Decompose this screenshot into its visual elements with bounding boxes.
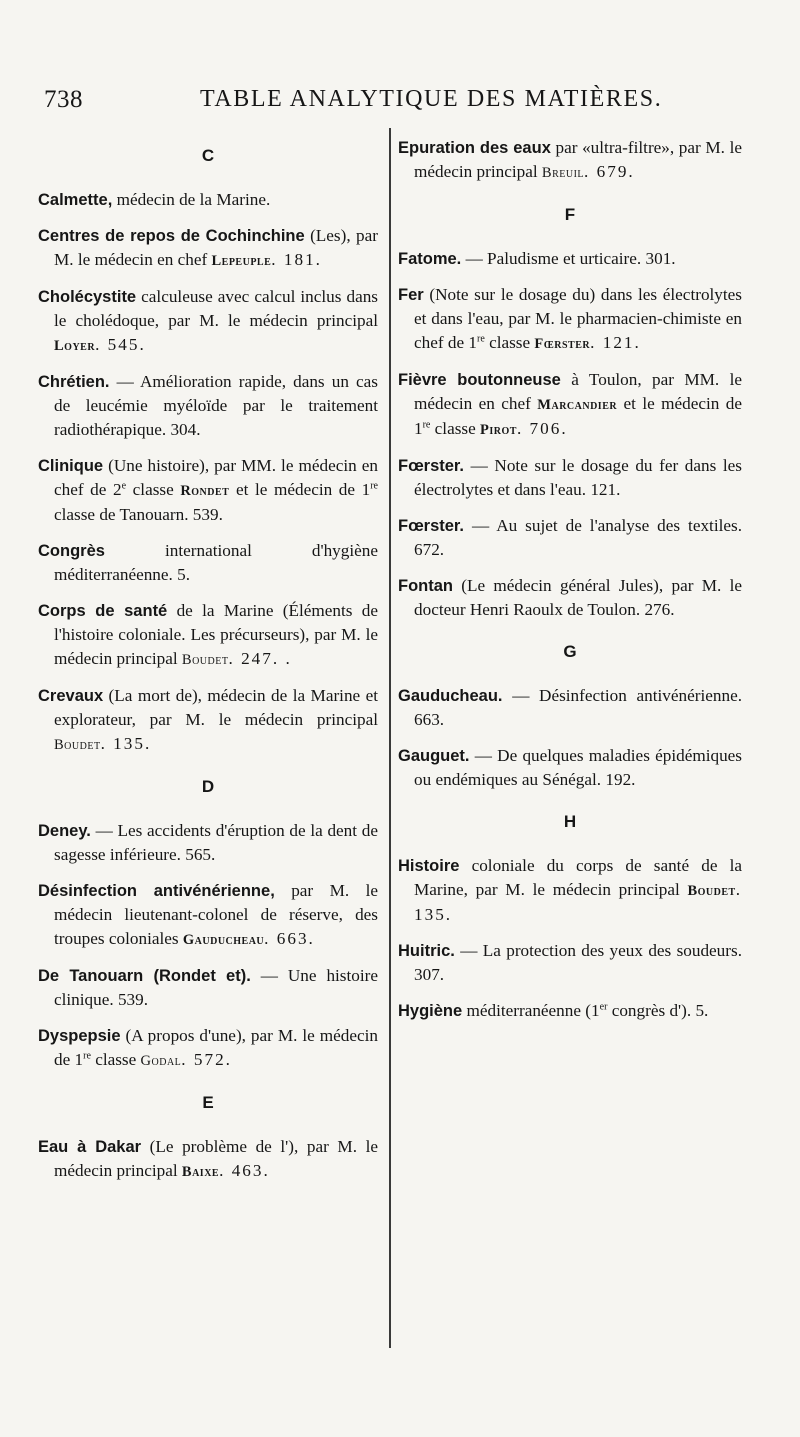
index-entry-congres: [38, 539, 378, 587]
entry-text: médecin de la Marine.: [112, 190, 271, 209]
entry-page: . 463.: [219, 1161, 270, 1180]
entry-author: Loyer: [54, 338, 96, 354]
index-entry-chretien: [38, 370, 378, 442]
entry-author: Fœrster: [534, 336, 591, 352]
index-entry-corps-de-sante: [38, 599, 378, 672]
entry-text: coloniale du corps de santé de la Marine, par M. le médecin principal: [414, 856, 742, 899]
index-entry-dyspepsie: [38, 1024, 378, 1073]
entry-headword: Chrétien.: [38, 373, 110, 391]
index-entry-de-tanouarn: [38, 964, 378, 1012]
running-title: TABLE ANALYTIQUE DES MATIÈRES.: [200, 86, 663, 112]
index-entry-gauguet: [398, 744, 742, 792]
entry-author: Pirot: [480, 422, 517, 438]
ordinal-sup: er: [599, 1001, 608, 1013]
entry-text: et le médecin de 1: [229, 480, 371, 499]
entry-text: (A propos d'une), par M. le médecin de 1: [54, 1026, 378, 1069]
entry-text: — Note sur le dosage du fer dans les électrolytes et dans l'eau. 121.: [414, 456, 742, 499]
ordinal-sup: re: [370, 480, 378, 492]
entry-headword: Eau à Dakar: [38, 1138, 142, 1156]
entry-headword: Centres de repos de Cochinchine: [38, 227, 305, 245]
entry-text: classe de Tanouarn. 539.: [54, 505, 223, 524]
entry-headword: Fer: [398, 286, 424, 304]
entry-text: méditerranéenne (1: [462, 1001, 600, 1020]
index-entry-fer: [398, 283, 742, 356]
index-entry-eau-a-dakar: [38, 1135, 378, 1184]
index-entry-cholecystite: [38, 285, 378, 358]
entry-author: Gauducheau: [182, 932, 265, 948]
ordinal-sup: re: [422, 419, 431, 431]
entry-text: par M. le médecin lieutenant-colonel de réserve, des troupes coloniales: [54, 881, 378, 948]
entry-author: Lepeuple: [211, 253, 272, 269]
entry-page: . 135.: [414, 880, 742, 924]
entry-text: international d'hygiène méditerranéenne. 5.: [54, 541, 378, 584]
entry-headword: Fœrster.: [398, 457, 465, 475]
index-entry-centres: [38, 224, 378, 273]
entry-text: — Une histoire clinique. 539.: [54, 966, 378, 1009]
entry-page: . 706.: [516, 419, 568, 438]
entry-author: Breuil: [541, 165, 585, 181]
entry-text: et le médecin de 1: [414, 394, 743, 438]
index-entry-gauducheau: [398, 684, 742, 732]
entry-headword: Désinfection antivénérienne,: [38, 882, 275, 900]
entry-headword: Gauducheau.: [398, 687, 503, 705]
index-entry-deney: [38, 819, 378, 867]
section-letter-d: D: [201, 777, 215, 796]
entry-author: Boudet: [54, 737, 101, 753]
entry-text: — Désinfection antivénérienne. 663.: [414, 686, 742, 729]
ordinal-sup: re: [477, 333, 485, 345]
index-entry-fontan: [398, 574, 742, 622]
entry-text: classe: [430, 419, 481, 438]
entry-page: . 572.: [181, 1050, 232, 1069]
section-letter-f: F: [564, 205, 576, 224]
section-letter-g: G: [563, 642, 577, 661]
index-entry-histoire: [398, 854, 742, 927]
entry-text: congrès d'). 5.: [607, 1001, 709, 1020]
index-entry-calmette: [38, 188, 378, 212]
entry-page: . 247. .: [228, 649, 292, 668]
entry-author: Marcandier: [537, 397, 618, 413]
entry-page: . 181.: [271, 250, 322, 269]
entry-text: — De quelques maladies épidémiques ou endémiques au Sénégal. 192.: [414, 746, 742, 789]
entry-text: (La mort de), médecin de la Marine et explorateur, par M. le médecin principal: [54, 686, 378, 729]
entry-text: de la Marine (Éléments de l'histoire coloniale. Les précurseurs), par M. le médecin principal: [54, 601, 378, 668]
entry-author: Godal: [140, 1053, 182, 1069]
entry-text: (Les), par M. le médecin en chef: [54, 226, 378, 269]
section-letter-h: H: [563, 812, 577, 831]
entry-headword: Congrès: [38, 542, 105, 560]
entry-headword: Crevaux: [38, 687, 104, 705]
entry-author: Boudet: [181, 652, 229, 668]
entry-headword: Fontan: [398, 577, 453, 595]
page-header: [0, 84, 800, 124]
entry-page: . 121.: [590, 333, 641, 352]
right-column: [398, 128, 742, 1035]
entry-author: Rondet: [180, 483, 230, 499]
entry-author: Boudet: [687, 883, 736, 899]
entry-headword: Huitric.: [398, 942, 455, 960]
entry-headword: Epuration des eaux: [398, 139, 551, 157]
entry-page: . 663.: [264, 929, 315, 948]
entry-headword: Gauguet.: [398, 747, 470, 765]
entry-text: (Note sur le dosage du) dans les électrolytes et dans l'eau, par M. le pharmacien-chimiste en chef de 1: [414, 285, 742, 352]
index-entry-huitric: [398, 939, 742, 987]
entry-text: (Une histoire), par MM. le médecin en chef de 2: [54, 456, 378, 499]
section-letter-c: C: [201, 146, 215, 165]
entry-headword: Corps de santé: [38, 602, 168, 620]
entry-headword: Calmette,: [38, 191, 113, 209]
entry-headword: Deney.: [38, 822, 91, 840]
entry-text: (Le problème de l'), par M. le médecin principal: [54, 1137, 378, 1180]
entry-headword: Fièvre boutonneuse: [398, 371, 561, 389]
entry-text: — Amélioration rapide, dans un cas de leucémie myéloïde par le traitement radiothérapique. 304.: [54, 372, 378, 439]
entry-headword: Fatome.: [398, 250, 462, 268]
entry-page: . 679.: [584, 162, 635, 181]
entry-text: — Les accidents d'éruption de la dent de sagesse inférieure. 565.: [54, 821, 378, 864]
index-entry-hygiene: [398, 999, 742, 1023]
section-letter-e: E: [202, 1093, 214, 1112]
entry-text: (Le médecin général Jules), par M. le docteur Henri Raoulx de Toulon. 276.: [414, 576, 742, 619]
entry-text: — Paludisme et urticaire. 301.: [461, 249, 676, 268]
page-number: 738: [44, 86, 83, 113]
entry-text: — Au sujet de l'analyse des textiles. 672.: [414, 516, 742, 559]
entry-author: Baixe: [181, 1164, 220, 1180]
ordinal-sup: e: [121, 480, 127, 492]
index-entry-crevaux: [38, 684, 378, 757]
entry-headword: Histoire: [398, 857, 460, 875]
entry-headword: Cholécystite: [38, 288, 137, 306]
index-entry-epuration: [398, 136, 742, 185]
entry-headword: Dyspepsie: [38, 1027, 121, 1045]
entry-text: — La protection des yeux des soudeurs. 307.: [414, 941, 742, 984]
index-entry-fievre-boutonneuse: [398, 368, 742, 442]
index-entry-fatome: [398, 247, 742, 271]
entry-page: . 545.: [95, 335, 146, 354]
entry-headword: Clinique: [38, 457, 104, 475]
entry-text: classe: [90, 1050, 141, 1069]
entry-headword: Hygiène: [398, 1002, 463, 1020]
entry-text: classe: [484, 333, 535, 352]
entry-headword: Fœrster.: [398, 517, 465, 535]
entry-text: à Toulon, par MM. le médecin en chef: [414, 370, 742, 413]
ordinal-sup: re: [83, 1050, 91, 1062]
entry-text: classe: [126, 480, 181, 499]
entry-text: par «ultra-filtre», par M. le médecin principal: [414, 138, 742, 181]
entry-headword: De Tanouarn (Rondet et).: [38, 967, 251, 985]
index-entry-foerster-textiles: [398, 514, 742, 562]
entry-page: . 135.: [100, 734, 152, 753]
index-entry-desinfection: [38, 879, 378, 952]
entry-text: calculeuse avec calcul inclus dans le cholédoque, par M. le médecin principal: [54, 287, 378, 330]
column-divider: [389, 128, 391, 1348]
index-entry-foerster-fer: [398, 454, 742, 502]
index-entry-clinique: [38, 454, 378, 527]
left-column: [38, 128, 378, 1196]
